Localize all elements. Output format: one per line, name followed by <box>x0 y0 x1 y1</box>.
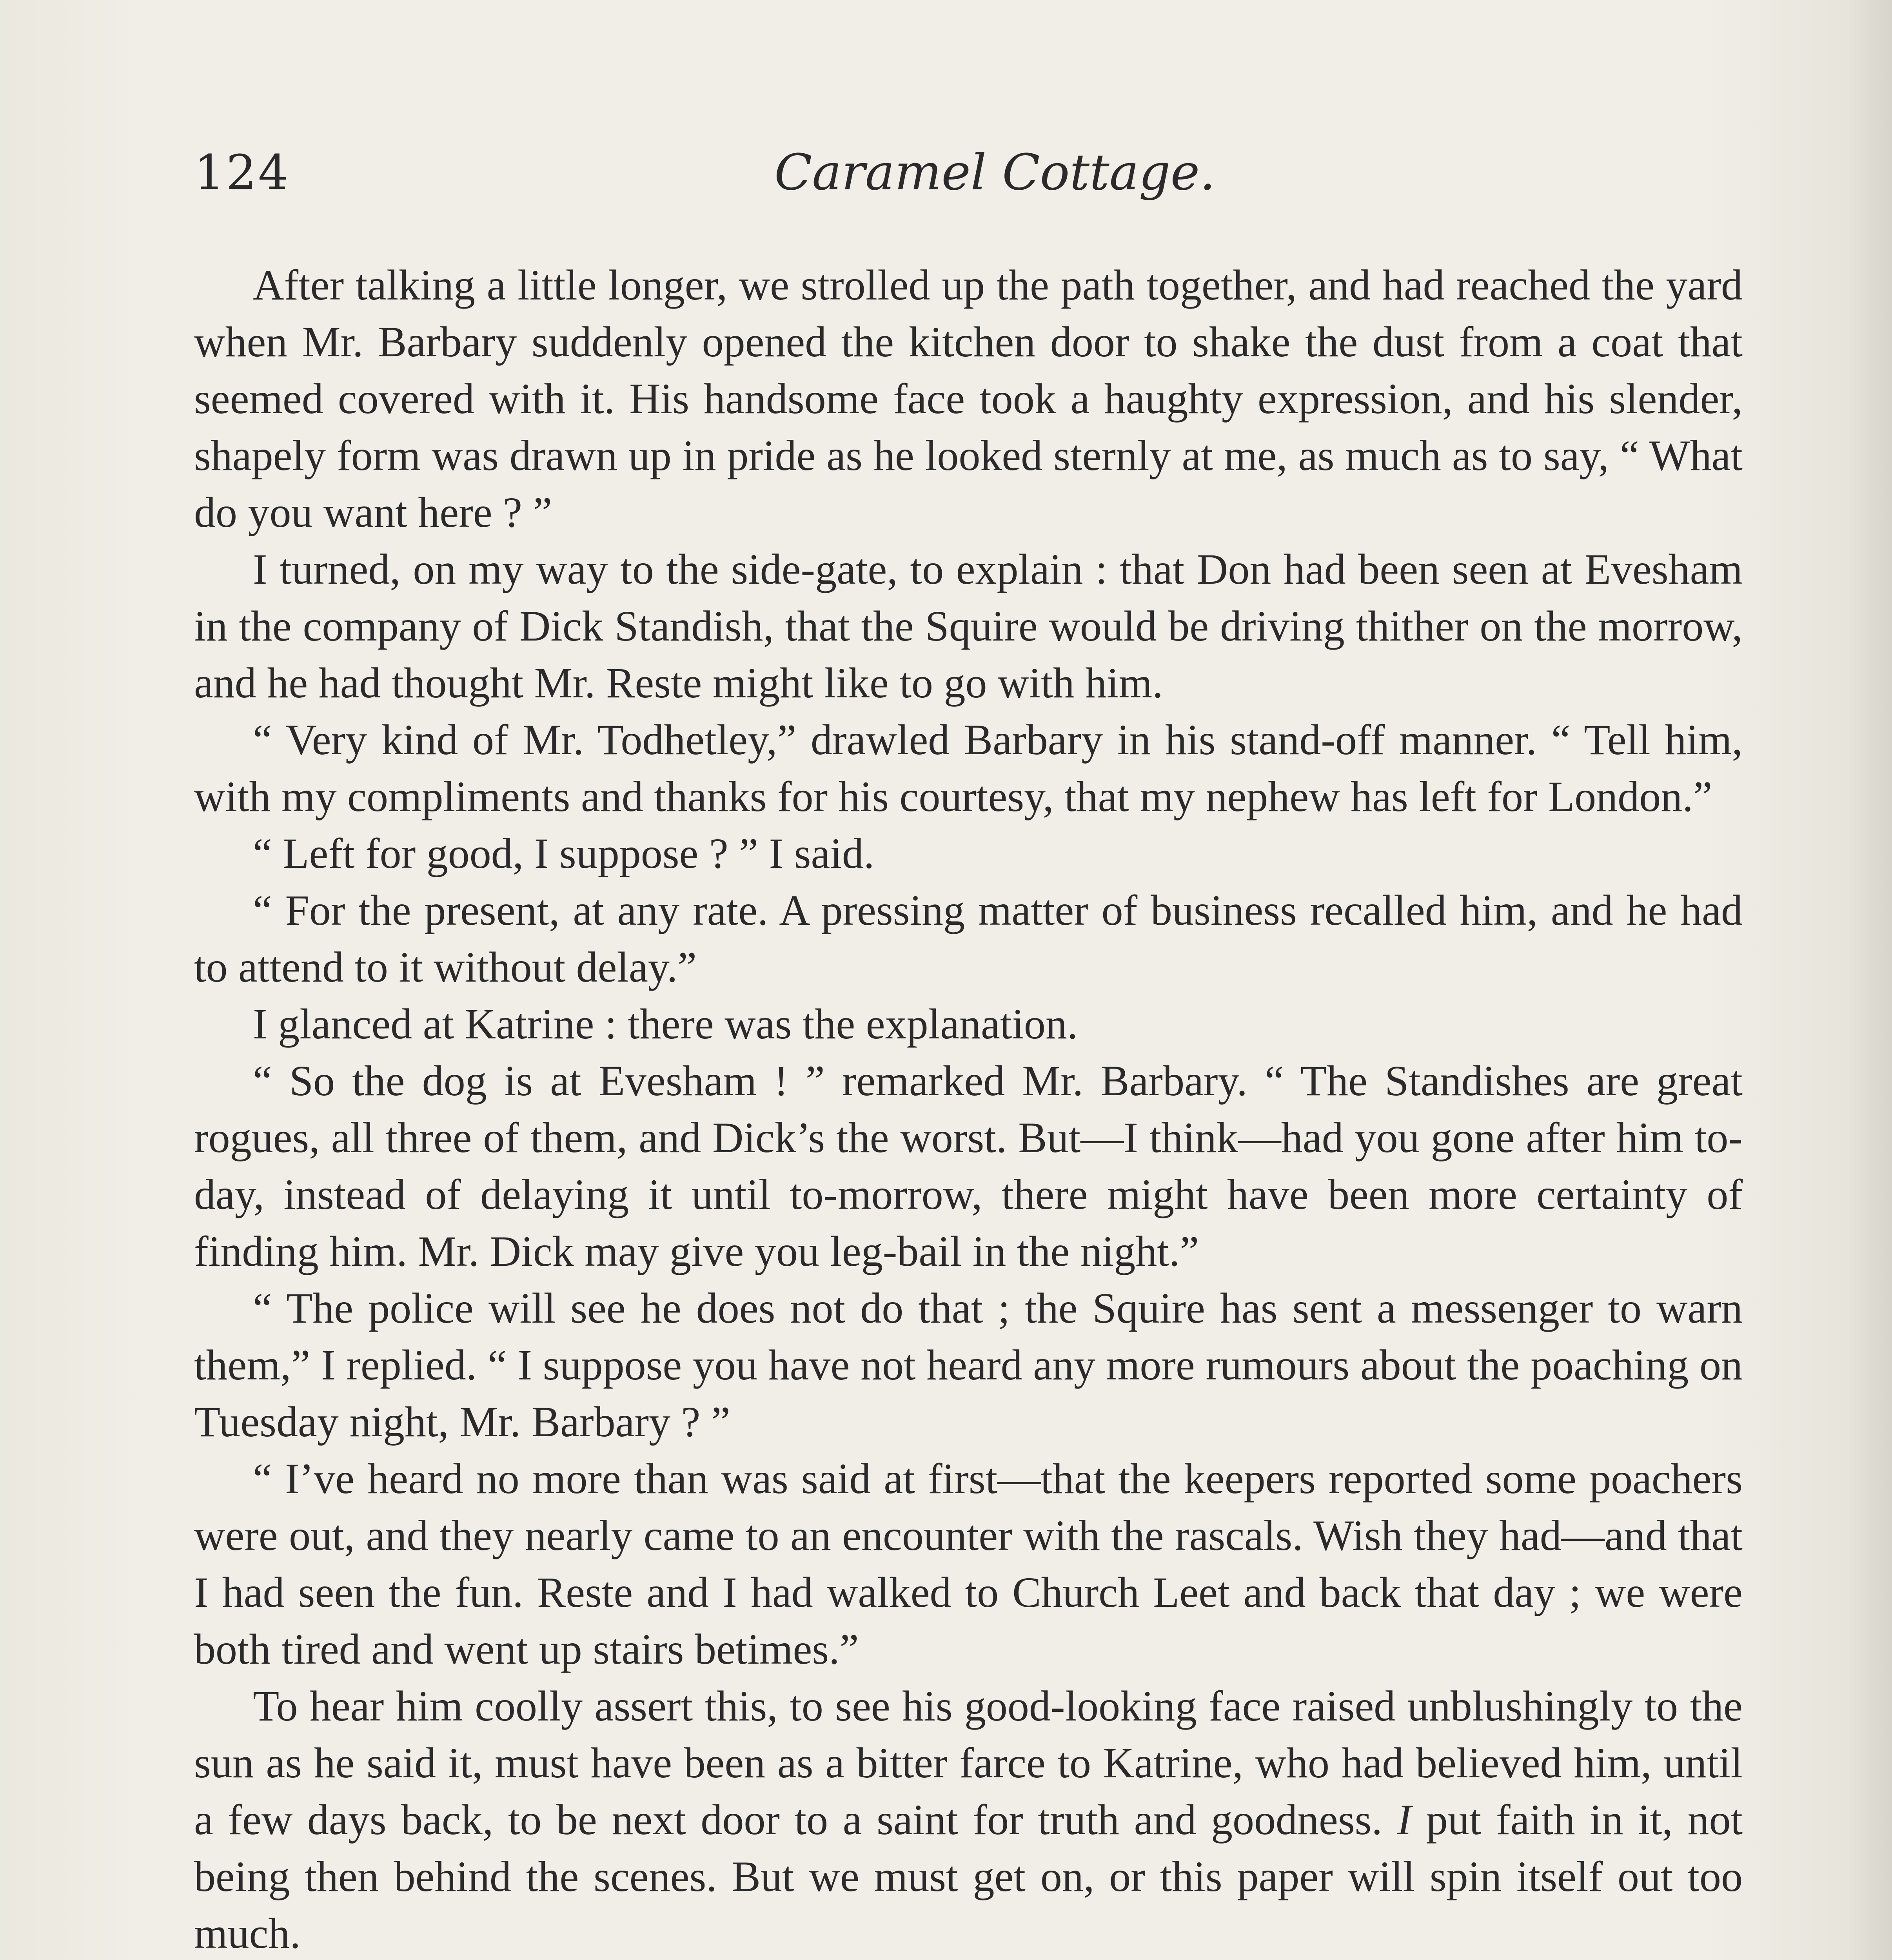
paragraph-5: “ For the present, at any rate. A pressing matter of business recalled him, and he had to attend to it without delay.” <box>194 886 1743 991</box>
running-title: Caramel Cottage. <box>774 143 1216 201</box>
paragraph-10-italic: I <box>1397 1796 1412 1844</box>
running-head <box>194 145 1762 200</box>
paragraph-4: “ Left for good, I suppose ? ” I said. <box>253 829 875 877</box>
page-edge-shadow <box>1845 0 1892 1960</box>
paragraph-9: “ I’ve heard no more than was said at first—that the keepers reported some poachers were out, and they nearly came to an encounter with the rascals. Wish they had—and that I had seen the fun. Reste and I had walked to Church Leet and back that day ; we were both tired and went up stairs betimes.” <box>194 1455 1743 1673</box>
paragraph-3: “ Very kind of Mr. Todhetley,” drawled Barbary in his stand-off manner. “ Tell him, with my compliments and thanks for his courtesy, that my nephew has left for London.” <box>194 716 1743 820</box>
paragraph-2: I turned, on my way to the side-gate, to explain : that Don had been seen at Evesham in the company of Dick Standish, that the Squire would be driving thither on the morrow, and he had thought Mr. Reste might like to go with him. <box>194 545 1743 707</box>
paragraph-1: After talking a little longer, we strolled up the path together, and had reached the yard when Mr. Barbary suddenly opened the kitchen door to shake the dust from a coat that seemed covered with it. His handsome face took a haughty expression, and his slender, shapely form was drawn up in pride as he looked sternly at me, as much as to say, “ What do you want here ? ” <box>194 261 1743 536</box>
paragraph-6: I glanced at Katrine : there was the explanation. <box>253 1000 1078 1048</box>
paragraph-10-rest: put faith in it, not being then behind the scenes. But we must get on, or this paper will spin itself out too much. <box>194 1796 1743 1957</box>
body-text <box>194 257 1743 1960</box>
paragraph-8: “ The police will see he does not do that ; the Squire has sent a messenger to warn them,” I replied. “ I suppose you have not heard any more rumours about the poaching on Tuesday night, Mr. Barbary ? ” <box>194 1284 1743 1446</box>
paragraph-10 <box>194 1678 1743 1960</box>
page-number: 124 <box>194 145 290 200</box>
paragraph-7: “ So the dog is at Evesham ! ” remarked Mr. Barbary. “ The Standishes are great rogues, all three of them, and Dick’s the worst. But—I think—had you gone after him to-day, instead of delaying it until to-morrow, there might have been more certainty of finding him. Mr. Dick may give you leg-bail in the night.” <box>194 1057 1743 1275</box>
paragraph-10-text: To hear him coolly assert this, to see his good-looking face raised unblushingly to the sun as he said it, must have been as a bitter farce to Katrine, who had believed him, until a few days back, to be next door to a saint for truth and goodness. <box>194 1682 1743 1844</box>
